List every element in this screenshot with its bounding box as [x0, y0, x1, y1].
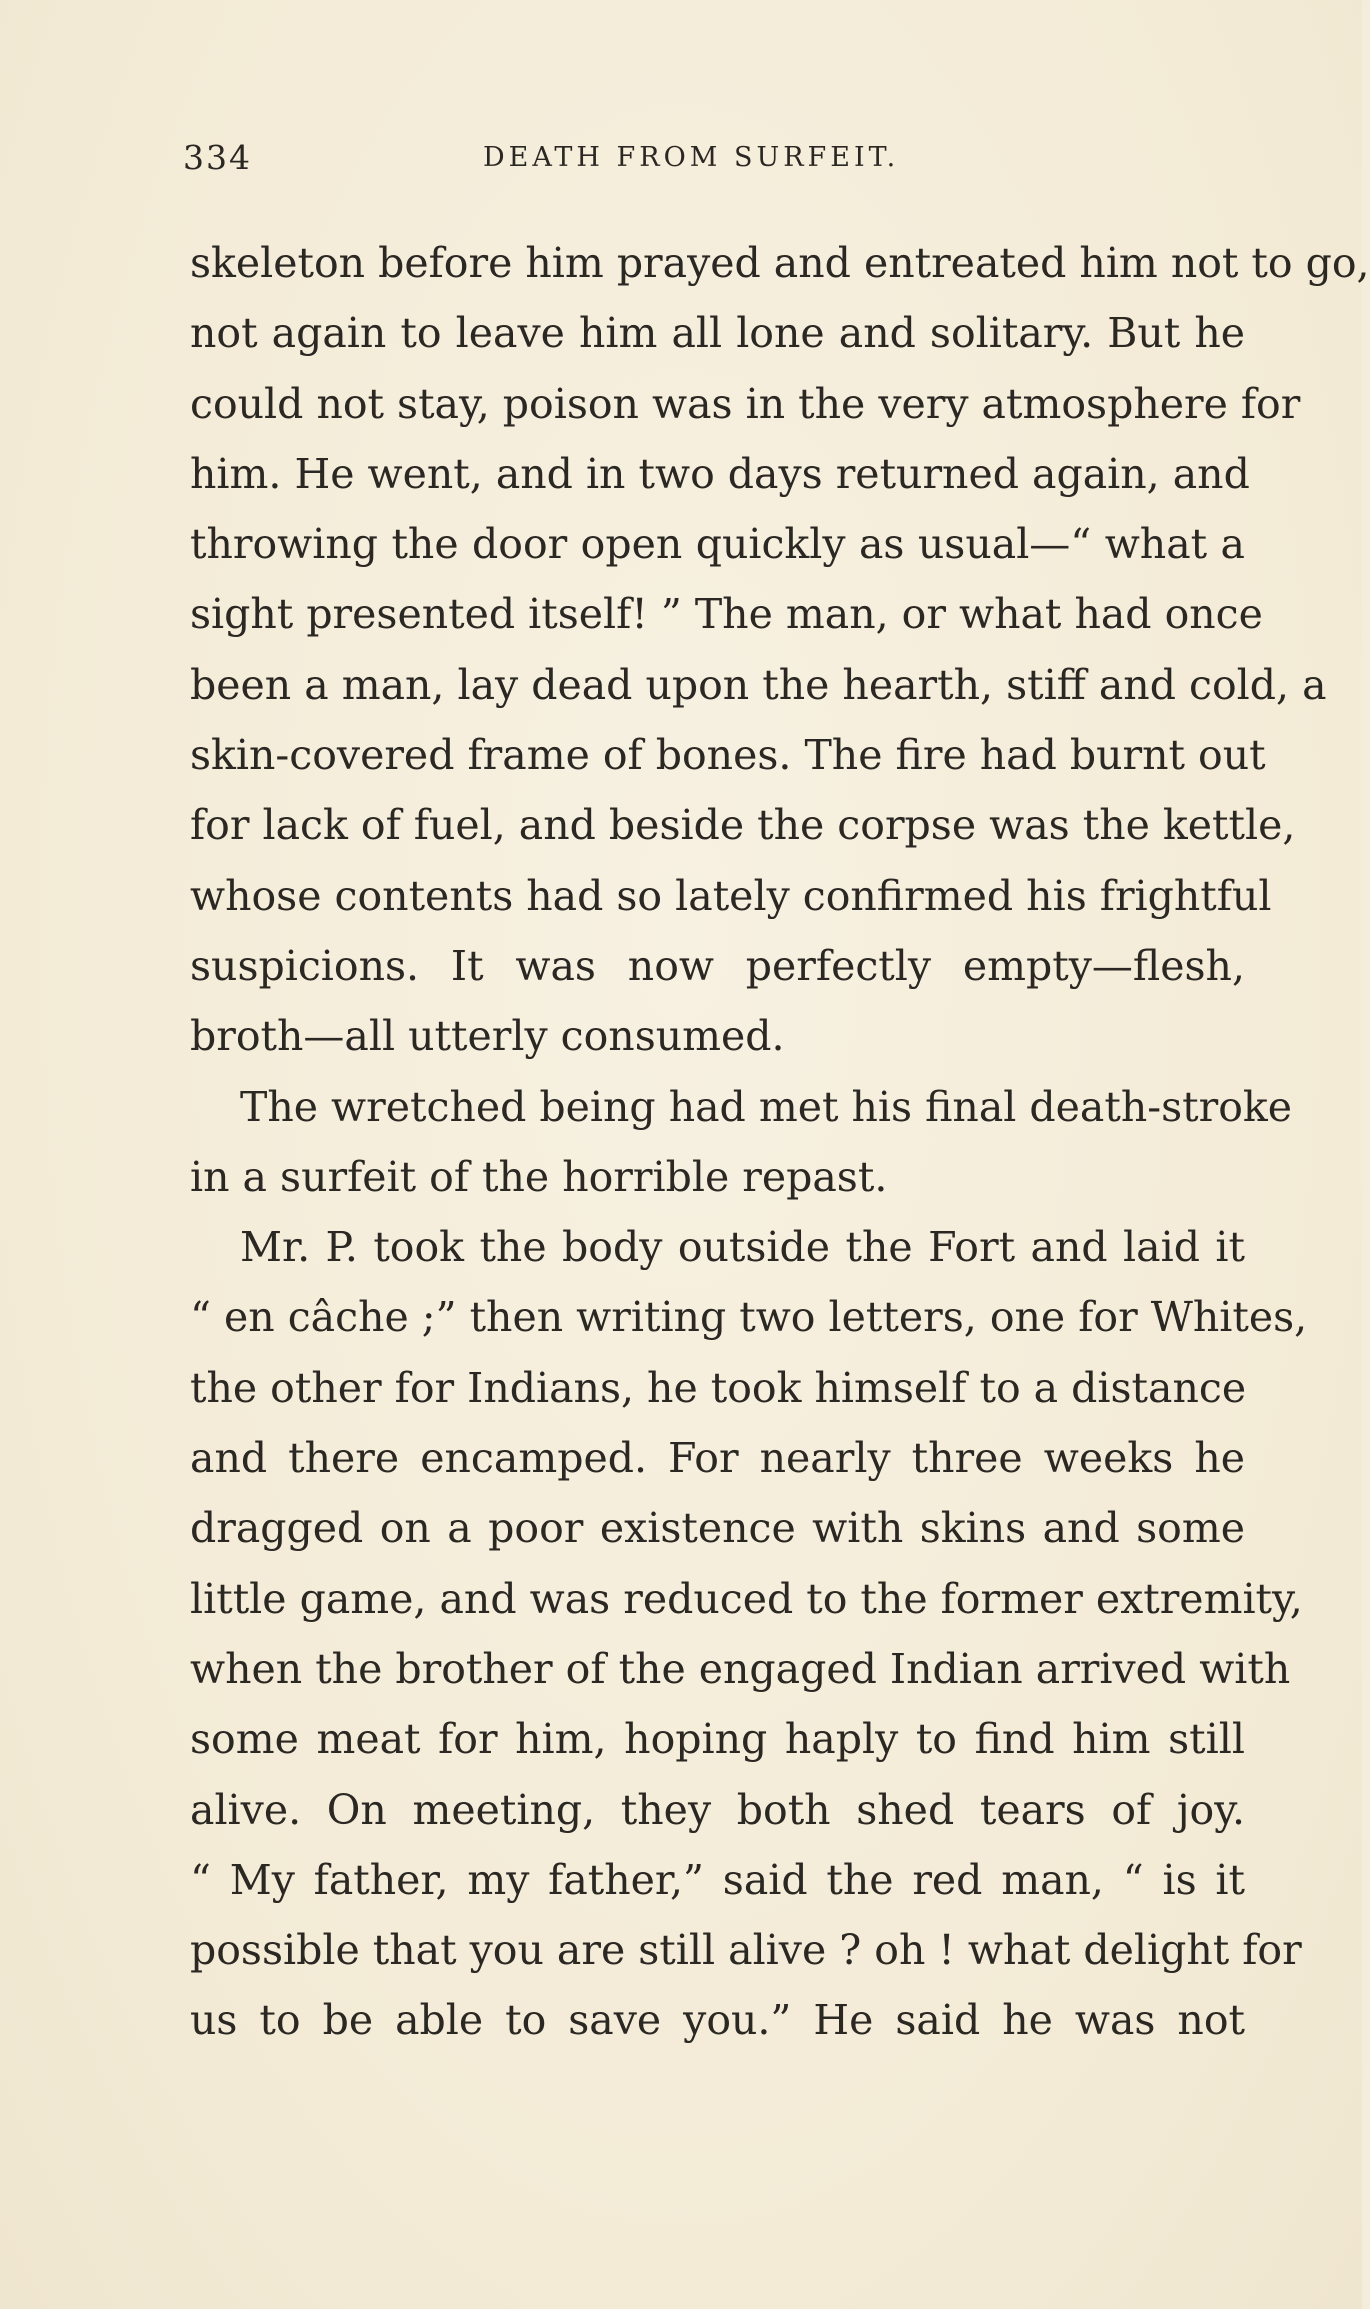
- text-line: broth—all utterly consumed.: [190, 1012, 785, 1061]
- text-line: the other for Indians, he took himself to a distance: [190, 1363, 1247, 1412]
- body-text: [190, 228, 1370, 2056]
- text-line: dragged on a poor existence with skins and some: [190, 1504, 1245, 1553]
- page-header: [183, 138, 1257, 198]
- text-line: suspicions. It was now perfectly empty—flesh,: [190, 941, 1245, 990]
- text-line: skeleton before him prayed and entreated him not to go,: [190, 239, 1370, 287]
- text-line: us to be able to save you.” He said he was not: [190, 1996, 1245, 2045]
- page-number: 334: [183, 138, 252, 177]
- text-line: could not stay, poison was in the very atmosphere for: [190, 379, 1301, 428]
- running-title: DEATH FROM SURFEIT.: [483, 142, 900, 173]
- text-line: whose contents had so lately confirmed his frightful: [190, 871, 1272, 920]
- text-line: him. He went, and in two days returned again, and: [190, 449, 1250, 498]
- text-line: little game, and was reduced to the former extremity,: [190, 1574, 1303, 1623]
- text-line: for lack of fuel, and beside the corpse was the kettle,: [190, 801, 1296, 850]
- text-line: and there encamped. For nearly three weeks he: [190, 1434, 1245, 1483]
- text-line: alive. On meeting, they both shed tears of joy.: [190, 1785, 1245, 1834]
- text-line: throwing the door open quickly as usual—“ what a: [190, 520, 1245, 569]
- text-line: possible that you are still alive ? oh ! what delight for: [190, 1926, 1302, 1975]
- text-line: The wretched being had met his final death-stroke: [240, 1082, 1293, 1131]
- text-line: when the brother of the engaged Indian arrived with: [190, 1644, 1291, 1693]
- text-line: some meat for him, hoping haply to find him still: [190, 1715, 1245, 1764]
- text-line: sight presented itself! ” The man, or what had once: [190, 590, 1263, 639]
- text-line: skin-covered frame of bones. The fire had burnt out: [190, 731, 1266, 780]
- text-line: “ My father, my father,” said the red man, “ is it: [190, 1855, 1245, 1904]
- text-line: in a surfeit of the horrible repast.: [190, 1152, 888, 1201]
- text-line: “ en câche ;” then writing two letters, one for Whites,: [190, 1293, 1308, 1342]
- text-line: not again to leave him all lone and solitary. But he: [190, 309, 1245, 358]
- text-line: been a man, lay dead upon the hearth, stiff and cold, a: [190, 660, 1327, 709]
- text-line: Mr. P. took the body outside the Fort and laid it: [240, 1223, 1245, 1272]
